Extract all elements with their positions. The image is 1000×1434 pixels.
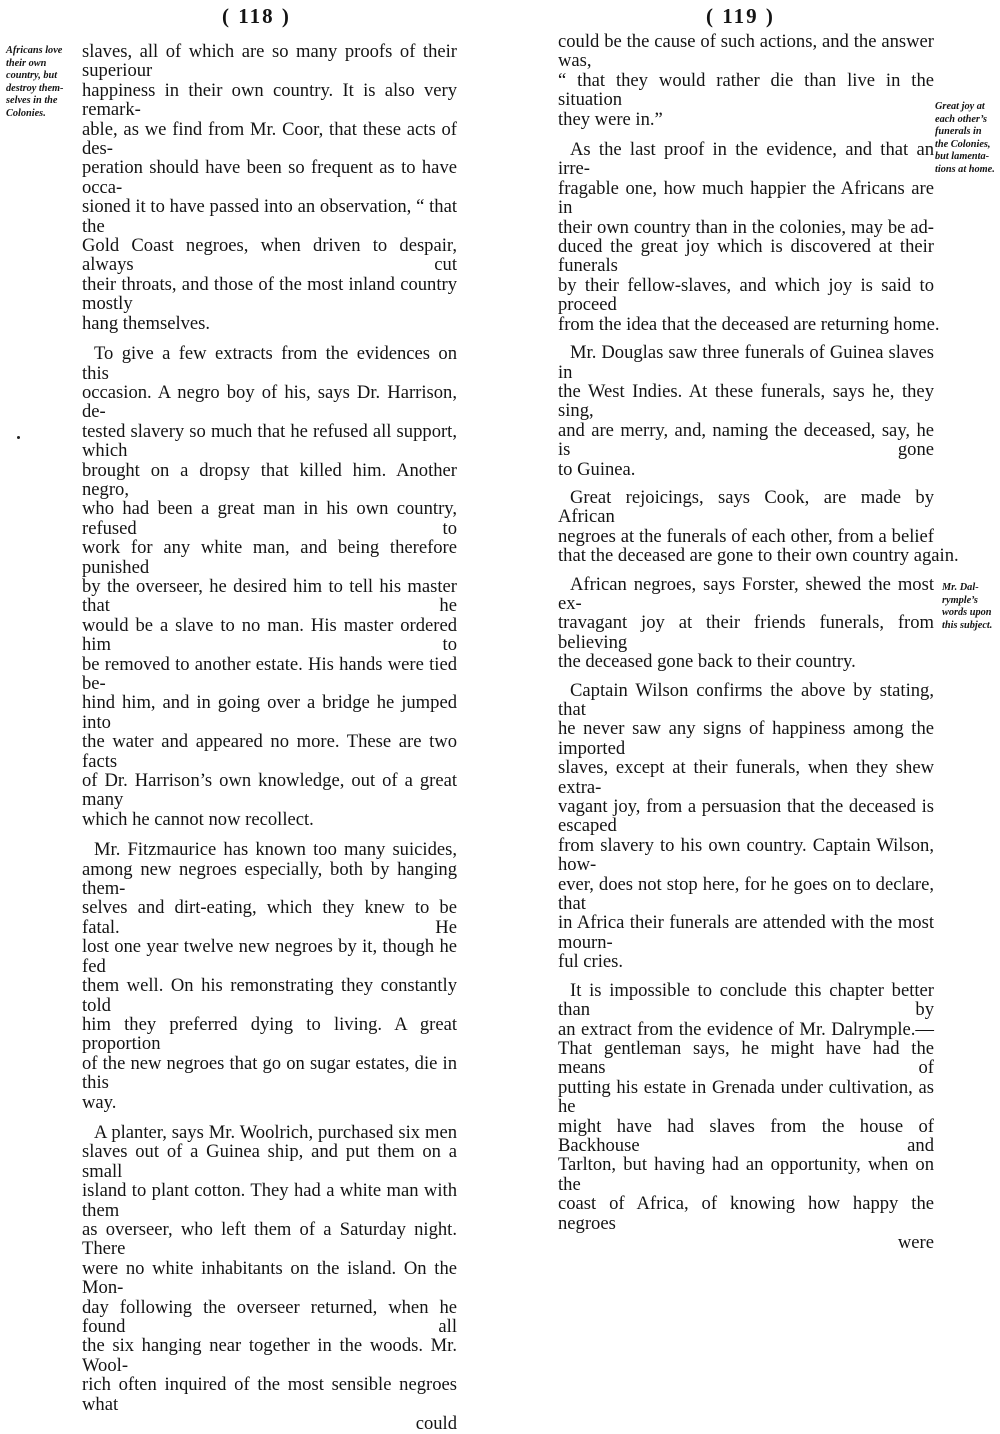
- right-paragraph-3: Mr. Douglas saw three funerals of Guinea slaves in the West Indies. At these funerals, says he, they sing, and are merry, and, naming the deceased, say, he is gone to Guinea.: [558, 342, 934, 480]
- right-paragraph-6: Captain Wilson confirms the above by stating, that he never saw any signs of happiness among the imported slaves, except at their funerals, when they shew extra- vagant joy, from a persuasion that the deceased is escaped from slavery to his own country. Captain Wilson, how- ever, does not stop here, for he goes on to declare, that in Africa their funerals are attended with the most mourn- ful cries.: [558, 679, 934, 973]
- right-paragraph-2: As the last proof in the evidence, and that an irre- fragable one, how much happier the Africans are in their own country than in the colonies, may be ad- duced the great joy which is discovered at their funerals by their fellow-slaves, and which joy is said to proceed from the idea that the deceased are returning home.: [558, 139, 940, 335]
- margin-note-right-1: Great joy at each other’s funerals in the Colonies, but lamenta- tions at home.: [935, 101, 995, 175]
- left-paragraph-3: Mr. Fitzmaurice has known too many suicides, among new negroes especially, both by hanging them- selves and dirt-eating, which they knew to be fatal. He lost one year twelve new negroes by it, though he fed them well. On his remonstrating they constantly told him they preferred dying to living. A great proportion of the new negroes that go on sugar estates, die in this way.: [82, 839, 457, 1113]
- right-page-text: [558, 31, 959, 1253]
- page-number-left: ( 118 ): [222, 4, 291, 28]
- stray-mark: [17, 436, 20, 439]
- right-paragraph-4: Great rejoicings, says Cook, are made by African negroes at the funerals of each other, from a belief that the deceased are gone to their own country again.: [558, 486, 959, 567]
- right-paragraph-5: African negroes, says Forster, shewed the most ex- travagant joy at their friends funerals, from believing the deceased gone back to their country.: [558, 573, 934, 673]
- right-paragraph-7: It is impossible to conclude this chapter better than by an extract from the evidence of Mr. Dalrymple.— That gentleman says, he might have had the means of putting his estate in Grenada under cultivation, as he might have had slaves from the house of Backhouse and Tarlton, but having had an opportunity, when on the coast of Africa, of knowing how happy the negroes were: [558, 979, 934, 1253]
- margin-note-left: Africans love their own country, but destroy them- selves in the Colonies.: [6, 45, 64, 119]
- margin-note-right-2: Mr. Dal- rymple’s words upon this subject.: [942, 582, 993, 631]
- right-paragraph-1: could be the cause of such actions, and the answer was, “ that they would rather die than live in the situation they were in.”: [558, 31, 934, 130]
- left-page-text: [82, 42, 457, 1433]
- left-paragraph-1: slaves, all of which are so many proofs of their superiour happiness in their own country. It is also very remark- able, as we find from Mr. Coor, that these acts of des- peration should have been so frequent as to have occa- sioned it to have passed into an observation, “ that the Gold Coast negroes, when driven to despair, always cut their throats, and those of the most inland country mostly hang themselves.: [82, 41, 457, 334]
- left-paragraph-4: A planter, says Mr. Woolrich, purchased six men slaves out of a Guinea ship, and put them on a small island to plant cotton. They had a white man with them as overseer, who left them of a Saturday night. There were no white inhabitants on the island. On the Mon- day following the overseer returned, when he found all the six hanging near together in the woods. Mr. Wool- rich often inquired of the most sensible negroes what could: [82, 1121, 457, 1434]
- left-paragraph-2: To give a few extracts from the evidences on this occasion. A negro boy of his, says Dr. Harrison, de- tested slavery so much that he refused all support, which brought on a dropsy that killed him. Another negro, who had been a great man in his own country, refused to work for any white man, and being therefore punished by the overseer, he desired him to tell his master that he would be a slave to no man. His master ordered him to be removed to another estate. His hands were tied be- hind him, and in going over a bridge he jumped into the water and appeared no more. These are two facts of Dr. Harrison’s own knowledge, out of a great many which he cannot now recollect.: [82, 343, 457, 830]
- page-number-right: ( 119 ): [706, 4, 775, 28]
